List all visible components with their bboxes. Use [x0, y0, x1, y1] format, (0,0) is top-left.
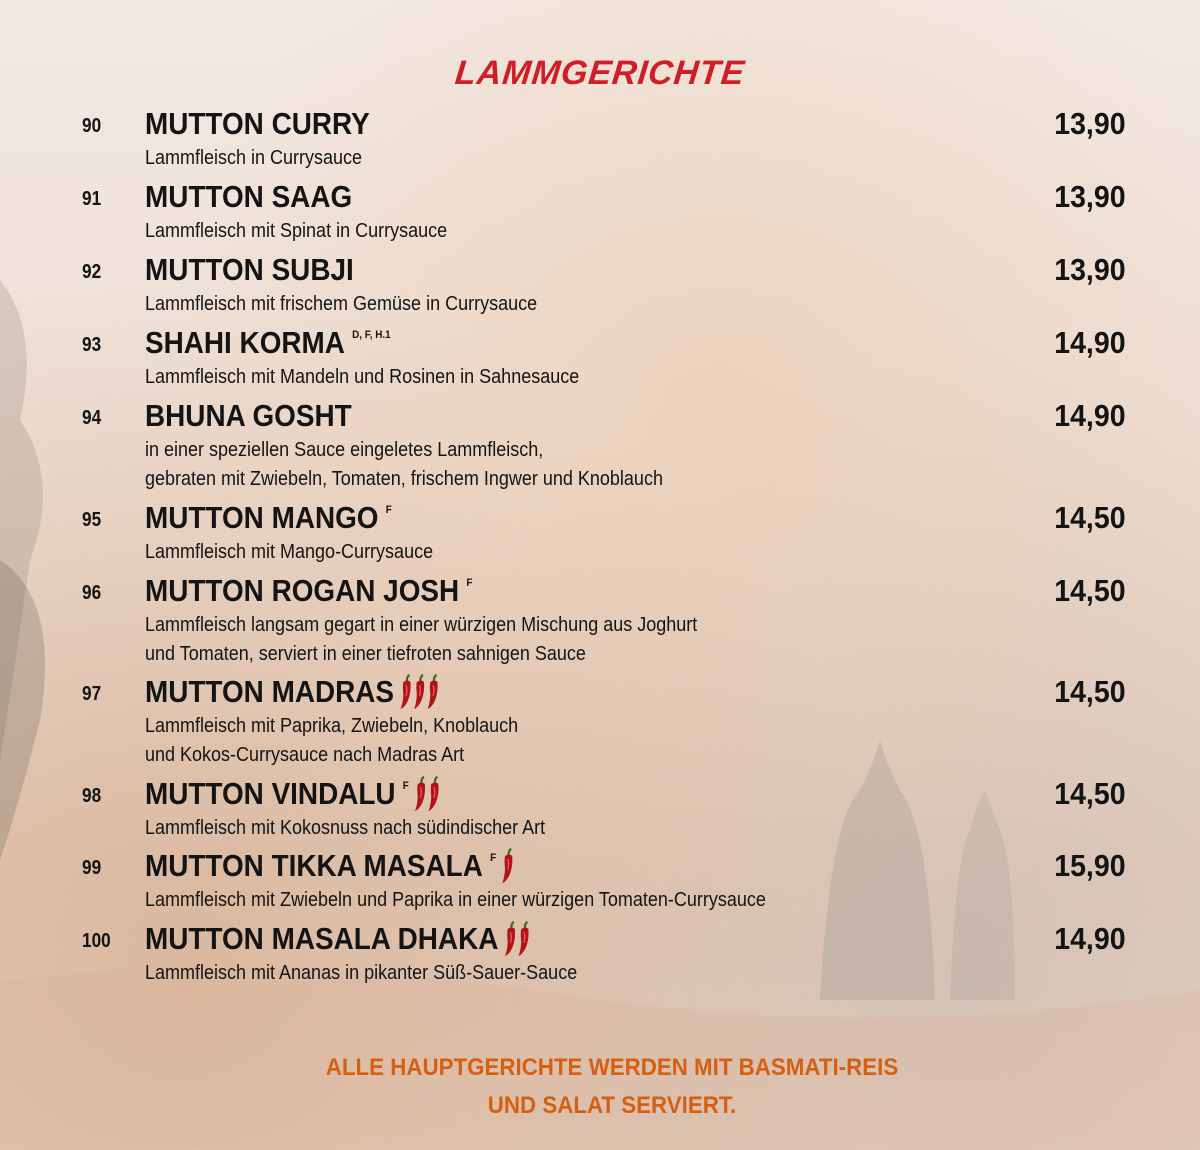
item-description: Lammfleisch mit Paprika, Zwiebeln, Knoblauch und Kokos-Currysauce nach Madras Art [145, 715, 519, 766]
chili-pepper-icon [426, 674, 440, 710]
chili-pepper-icon [412, 674, 426, 710]
chili-pepper-icon [516, 921, 530, 957]
chili-pepper-icon [413, 776, 427, 812]
item-number: 99 [82, 857, 102, 879]
allergen-codes: F [385, 504, 392, 516]
chili-pepper-icon [399, 674, 413, 710]
item-number: 91 [82, 188, 102, 210]
item-number: 95 [82, 509, 102, 531]
item-description: Lammfleisch in Currysauce [145, 147, 363, 169]
chili-rating [399, 674, 439, 710]
item-name: MUTTON MADRAS [145, 674, 440, 710]
item-number: 98 [82, 785, 102, 807]
allergen-codes: F [402, 780, 409, 792]
side-dish-note [43, 1049, 1181, 1125]
item-price: 14,90 [1054, 921, 1126, 956]
item-price: 14,50 [1054, 776, 1126, 811]
item-description: in einer speziellen Sauce eingeletes Lammfleisch, gebraten mit Zwiebeln, Tomaten, frischem Ingwer und Knoblauch [145, 439, 663, 490]
item-name: MUTTON SUBJI [145, 252, 354, 287]
item-price: 15,90 [1054, 848, 1126, 883]
chili-pepper-icon [501, 848, 515, 884]
item-name: MUTTON ROGAN JOSH F [145, 573, 473, 608]
item-description: Lammfleisch mit frischem Gemüse in Currysauce [145, 293, 538, 315]
item-price: 13,90 [1054, 106, 1126, 141]
item-price: 13,90 [1054, 252, 1126, 287]
chili-rating [504, 921, 531, 957]
item-number: 90 [82, 115, 102, 137]
side-dish-note-line-1: ALLE HAUPTGERICHTE WERDEN MIT BASMATI-REIS [325, 1054, 899, 1081]
chili-pepper-icon [427, 776, 441, 812]
item-name: MUTTON MANGO F [145, 500, 392, 535]
item-name: MUTTON VINDALU F [145, 776, 441, 812]
item-number: 93 [82, 334, 102, 356]
item-name: MUTTON MASALA DHAKA [145, 921, 531, 957]
item-description: Lammfleisch mit Zwiebeln und Paprika in einer würzigen Tomaten-Currysauce [145, 889, 766, 911]
item-description: Lammfleisch mit Mango-Currysauce [145, 541, 434, 563]
item-description: Lammfleisch mit Spinat in Currysauce [145, 220, 448, 242]
chili-rating [502, 848, 516, 884]
item-number: 97 [82, 683, 102, 705]
item-number: 92 [82, 261, 102, 283]
item-price: 14,90 [1054, 398, 1126, 433]
item-price: 14,90 [1054, 325, 1126, 360]
allergen-codes: F [490, 852, 497, 864]
item-price: 13,90 [1054, 179, 1126, 214]
allergen-codes: D, F, H.1 [352, 329, 391, 341]
item-number: 100 [82, 930, 111, 952]
item-name: MUTTON CURRY [145, 106, 370, 141]
side-dish-note-line-2: UND SALAT SERVIERT. [487, 1092, 737, 1119]
item-price: 14,50 [1054, 573, 1126, 608]
allergen-codes: F [466, 577, 473, 589]
item-price: 14,50 [1054, 500, 1126, 535]
item-description: Lammfleisch mit Kokosnuss nach südindischer Art [145, 817, 546, 839]
chili-rating [414, 776, 441, 812]
menu-section-title: LAMMGERICHTE [453, 54, 747, 92]
item-name: MUTTON SAAG [145, 179, 353, 214]
item-price: 14,50 [1054, 674, 1126, 709]
chili-pepper-icon [503, 921, 517, 957]
item-description: Lammfleisch mit Ananas in pikanter Süß-Sauer-Sauce [145, 962, 578, 984]
item-number: 96 [82, 582, 102, 604]
item-name: BHUNA GOSHT [145, 398, 352, 433]
item-description: Lammfleisch mit Mandeln und Rosinen in Sahnesauce [145, 366, 580, 388]
item-name: MUTTON TIKKA MASALA F [145, 848, 515, 884]
item-description: Lammfleisch langsam gegart in einer würzigen Mischung aus Joghurt und Tomaten, serviert in einer tiefroten sahnigen Sauce [145, 614, 698, 665]
item-name: SHAHI KORMA D, F, H.1 [145, 325, 391, 360]
item-number: 94 [82, 407, 102, 429]
